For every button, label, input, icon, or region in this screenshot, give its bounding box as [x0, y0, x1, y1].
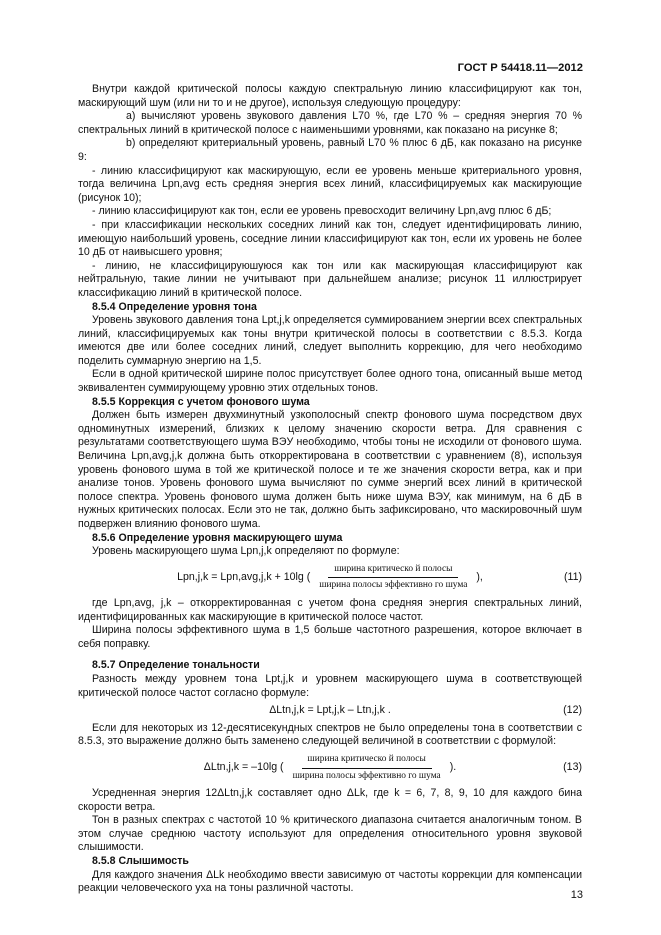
- paragraph: Усредненная энергия 12ΔLtn,j,k составляет одно ΔLk, где k = 6, 7, 8, 9, 10 для каждого бина скорости ветра.: [78, 787, 582, 813]
- fraction: [313, 563, 473, 593]
- section-heading: 8.5.7 Определение тональности: [92, 659, 260, 672]
- fraction-numerator: ширина критическо й полосы: [328, 563, 458, 579]
- paragraph: Должен быть измерен двухминутный узкополосный спектр фонового шума посредством двух одноминутных измерений, близких к целому значению скорости ветра. Для сравнения с результатами соответствующего шума ВЭУ необходимо, чтобы тоны не исходили от фонового шума. Величина Lpn,avg,j,k должна быть откорректирована в соответствии с уравнением (8), используя уровень фонового шума в той же критической полосе и те же значения скорости ветра, как и при анализе тонов. Уровень фонового шума вычисляют по сумме энергий всех линий в критической полосе спектра. Уровень фонового шума должен быть ниже шума ВЭУ, как минимум, на 6 дБ в нужных критических полосах. Если это не так, должно быть зафиксировано, что маскировочный шум подвержен влиянию фонового шума.: [78, 409, 582, 530]
- list-item: - при классификации нескольких соседних линий как тон, следует идентифицировать линию, имеющую наибольший уровень, соседние линии классифицируют как тон, если их уровень не более 10 дБ от наивысшего уровня;: [78, 218, 582, 259]
- section-heading: 8.5.8 Слышимость: [92, 855, 189, 868]
- page-number: 13: [570, 889, 583, 901]
- list-item: - линию классифицируют как тон, если ее уровень превосходит величину Lpn,avg плюс 6 дБ;: [92, 205, 552, 218]
- section-heading: 8.5.4 Определение уровня тона: [92, 300, 257, 313]
- formula-11: [78, 563, 582, 593]
- equation-number: (12): [563, 704, 582, 717]
- list-item: - линию, не классифицируюшуюся как тон или как маскирующая классифицируют как нейтральную, такие линии не учитывают при дальнейшем анализе; рисунок 11 иллюстрирует классификацию линий в критической полосе.: [78, 259, 582, 299]
- paragraph: Для каждого значения ΔLk необходимо ввести зависимую от частоты коррекции для компенсации реакции человеческого уха на тоны различной частоты.: [78, 868, 582, 895]
- formula-12: [78, 704, 582, 718]
- paragraph: Если в одной критической ширине полос присутствует более одного тона, описанный выше метод эквивалентен суммирующему уровню этих отдельных тонов.: [78, 368, 582, 395]
- paragraph: Разность между уровнем тона Lpt,j,k и уровнем маскирующего шума в соответствующей критической полосе частот согласно формуле:: [78, 672, 582, 699]
- formula-end: ),: [476, 571, 483, 584]
- standard-header: ГОСТ Р 54418.11—2012: [457, 62, 583, 74]
- paragraph: Внутри каждой критической полосы каждую спектральную линию классифицируют как тон, маскирующий шум (или ни то и не другое), используя следующую процедуру:: [78, 83, 582, 109]
- section-heading: 8.5.5 Коррекция с учетом фонового шума: [92, 395, 310, 408]
- equation-number: (11): [563, 571, 582, 584]
- section-heading: 8.5.6 Определение уровня маскирующего шума: [92, 531, 343, 544]
- formula-lhs: Lpn,j,k = Lpn,avg,j,k + 10lg (: [177, 571, 311, 584]
- list-item-b: b) определяют критериальный уровень, равный L70 % плюс 6 дБ, как показано на рисунке 9:: [78, 137, 582, 163]
- paragraph: Ширина полосы эффективного шума в 1,5 больше частотного разрешения, которое включает в себя поправку.: [78, 624, 582, 650]
- fraction-denominator: ширина полосы эффективно го шума: [292, 770, 441, 781]
- fraction-denominator: ширина полосы эффективно го шума: [319, 580, 468, 591]
- formula-lhs: ΔLtn,j,k = –10lg (: [203, 761, 284, 774]
- paragraph: где Lpn,avg, j,k – откорректированная с учетом фона средняя энергия спектральных линий, идентифицированных как маскирующие в критической полосе частот.: [78, 596, 582, 623]
- formula-text: ΔLtn,j,k = Lpt,j,k – Ltn,j,k .: [269, 704, 391, 717]
- fraction-numerator: ширина критическо й полосы: [302, 753, 432, 769]
- list-item: - линию классифицируют как маскирующую, если ее уровень меньше критериального уровня, тогда величина Lpn,avg есть средняя энергия всех линий, классифицируемых как маскирующие (рисунок 10);: [78, 164, 582, 204]
- paragraph: Если для некоторых из 12-десятисекундных спектров не было определены тона в соответствии с 8.5.3, это выражение должно быть заменено следующей величиной в соответствии с формулой:: [78, 721, 582, 748]
- formula-13: [78, 753, 582, 783]
- paragraph: Уровень маскирующего шума Lpn,j,k определяют по формуле:: [92, 545, 400, 558]
- list-item-a: a) вычисляют уровень звукового давления L70 %, где L70 % – средняя энергия 70 % спектральных линий в критической полосе с наименьшими уровнями, как показано на рисунке 8;: [78, 110, 582, 136]
- paragraph: Уровень звукового давления тона Lpt,j,k определяется суммированием энергии всех спектральных линий, классифицируемых как тоны внутри критической полосы в соответствии с 8.5.3. Когда имеются две или более соседних линий, следует выполнить коррекцию, для чего необходимо поделить суммарную энергию на 1,5.: [78, 314, 582, 367]
- formula-end: ).: [449, 761, 457, 774]
- paragraph: Тон в разных спектрах с частотой 10 % критического диапазона считается аналогичным тоном. В этом случае среднюю частоту используют для определения относительного уровня звуковой слышимости.: [78, 814, 582, 854]
- fraction: [287, 753, 447, 783]
- document-body: [78, 83, 582, 896]
- equation-number: (13): [563, 761, 582, 774]
